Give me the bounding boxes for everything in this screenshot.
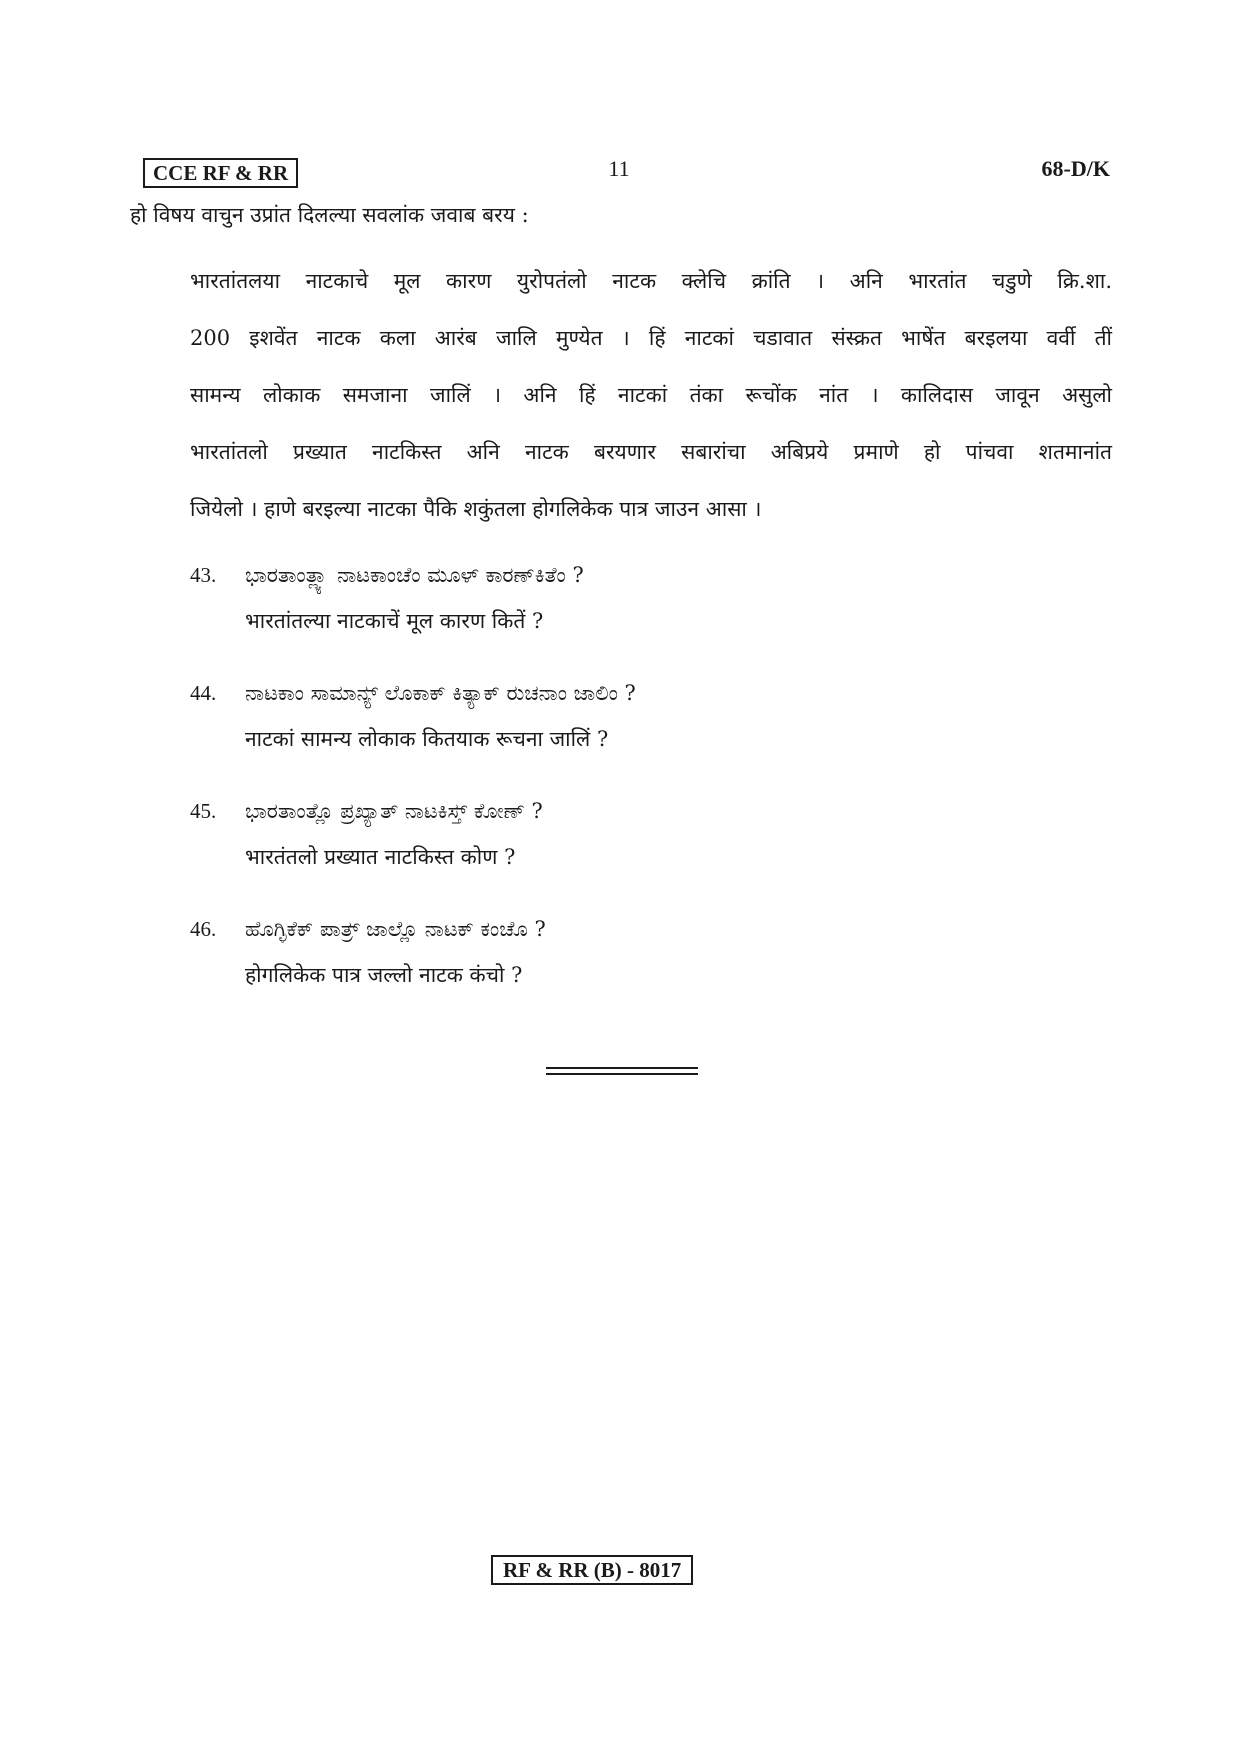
question-number: 43. bbox=[190, 563, 217, 587]
question-46 bbox=[190, 914, 1090, 1032]
passage-line: 200 इशवेंत नाटक कला आरंब जालि मुण्येत । हिं नाटकां चडावात संस्क्रत भाषेंत बरइलया वर्वी तीं bbox=[190, 326, 1112, 350]
question-text-kannada: ಹೊಗ್ಳಿಕೆಕ್ ಪಾತ್ರ್ ಜಾಲ್ಲೊ ನಾಟಕ್ ಕಂಚೊ ? bbox=[245, 917, 546, 941]
reading-passage bbox=[190, 266, 1112, 551]
question-text-kannada: ನಾಟಕಾಂ ಸಾಮಾನ್ಯ್ ಲೊಕಾಕ್ ಕಿತ್ಯಾಕ್ ರುಚನಾಂ ಜಾಲಿಂ ? bbox=[245, 681, 636, 705]
footer-code: RF & RR (B) - 8017 bbox=[491, 1555, 693, 1585]
question-text-kannada: ಭಾರತಾಂತ್ಲೊ ಪ್ರಖ್ಯಾತ್ ನಾಟಕಿಸ್ತ್ ಕೋಣ್ ? bbox=[245, 799, 543, 823]
question-text-kannada: ಭಾರತಾಂತ್ಲ್ಯಾ ನಾಟಕಾಂಚೆಂ ಮೂಳ್ ಕಾರಣ್‌ಕಿತೆಂ ? bbox=[245, 563, 584, 587]
question-text-devanagari: नाटकां सामन्य लोकाक कितयाक रूचना जालिं ? bbox=[245, 727, 609, 751]
passage-line: भारतांतलया नाटकाचे मूल कारण युरोपतंलो नाटक क्लेचि क्रांति । अनि भारतांत चडुणे क्रि.शा. bbox=[190, 269, 1112, 293]
question-text-devanagari: होगलिकेक पात्र जल्लो नाटक कंचो ? bbox=[245, 963, 523, 987]
page-number: 11 bbox=[608, 156, 630, 181]
question-text-devanagari: भारतांतल्या नाटकाचें मूल कारण कितें ? bbox=[245, 609, 544, 633]
rule-line-bottom bbox=[546, 1073, 698, 1075]
end-of-section-rule bbox=[546, 1067, 698, 1076]
question-number: 46. bbox=[190, 917, 217, 941]
question-number: 45. bbox=[190, 799, 217, 823]
question-list bbox=[190, 560, 1090, 1032]
header-exam-code: CCE RF & RR bbox=[143, 158, 298, 188]
instruction-text: हो विषय वाचुन उप्रांत दिलल्या सवलांक जवाब बरय : bbox=[130, 203, 529, 227]
passage-line: भारतांतलो प्रख्यात नाटकिस्त अनि नाटक बरयणार सबारांचा अबिप्रये प्रमाणे हो पांचवा शतमानांत bbox=[190, 440, 1112, 464]
passage-line: जियेलो । हाणे बरइल्या नाटका पैकि शकुंतला होगलिकेक पात्र जाउन आसा । bbox=[190, 497, 762, 521]
question-44 bbox=[190, 678, 1090, 796]
passage-line: सामन्य लोकाक समजाना जालिं । अनि हिं नाटकां तंका रूचोंक नांत । कालिदास जावून असुलो bbox=[190, 383, 1112, 407]
question-number: 44. bbox=[190, 681, 217, 705]
question-text-devanagari: भारतंतलो प्रख्यात नाटकिस्त कोण ? bbox=[245, 845, 516, 869]
rule-line-top bbox=[546, 1067, 698, 1069]
question-45 bbox=[190, 796, 1090, 914]
paper-code: 68-D/K bbox=[1041, 156, 1110, 181]
question-43 bbox=[190, 560, 1090, 678]
